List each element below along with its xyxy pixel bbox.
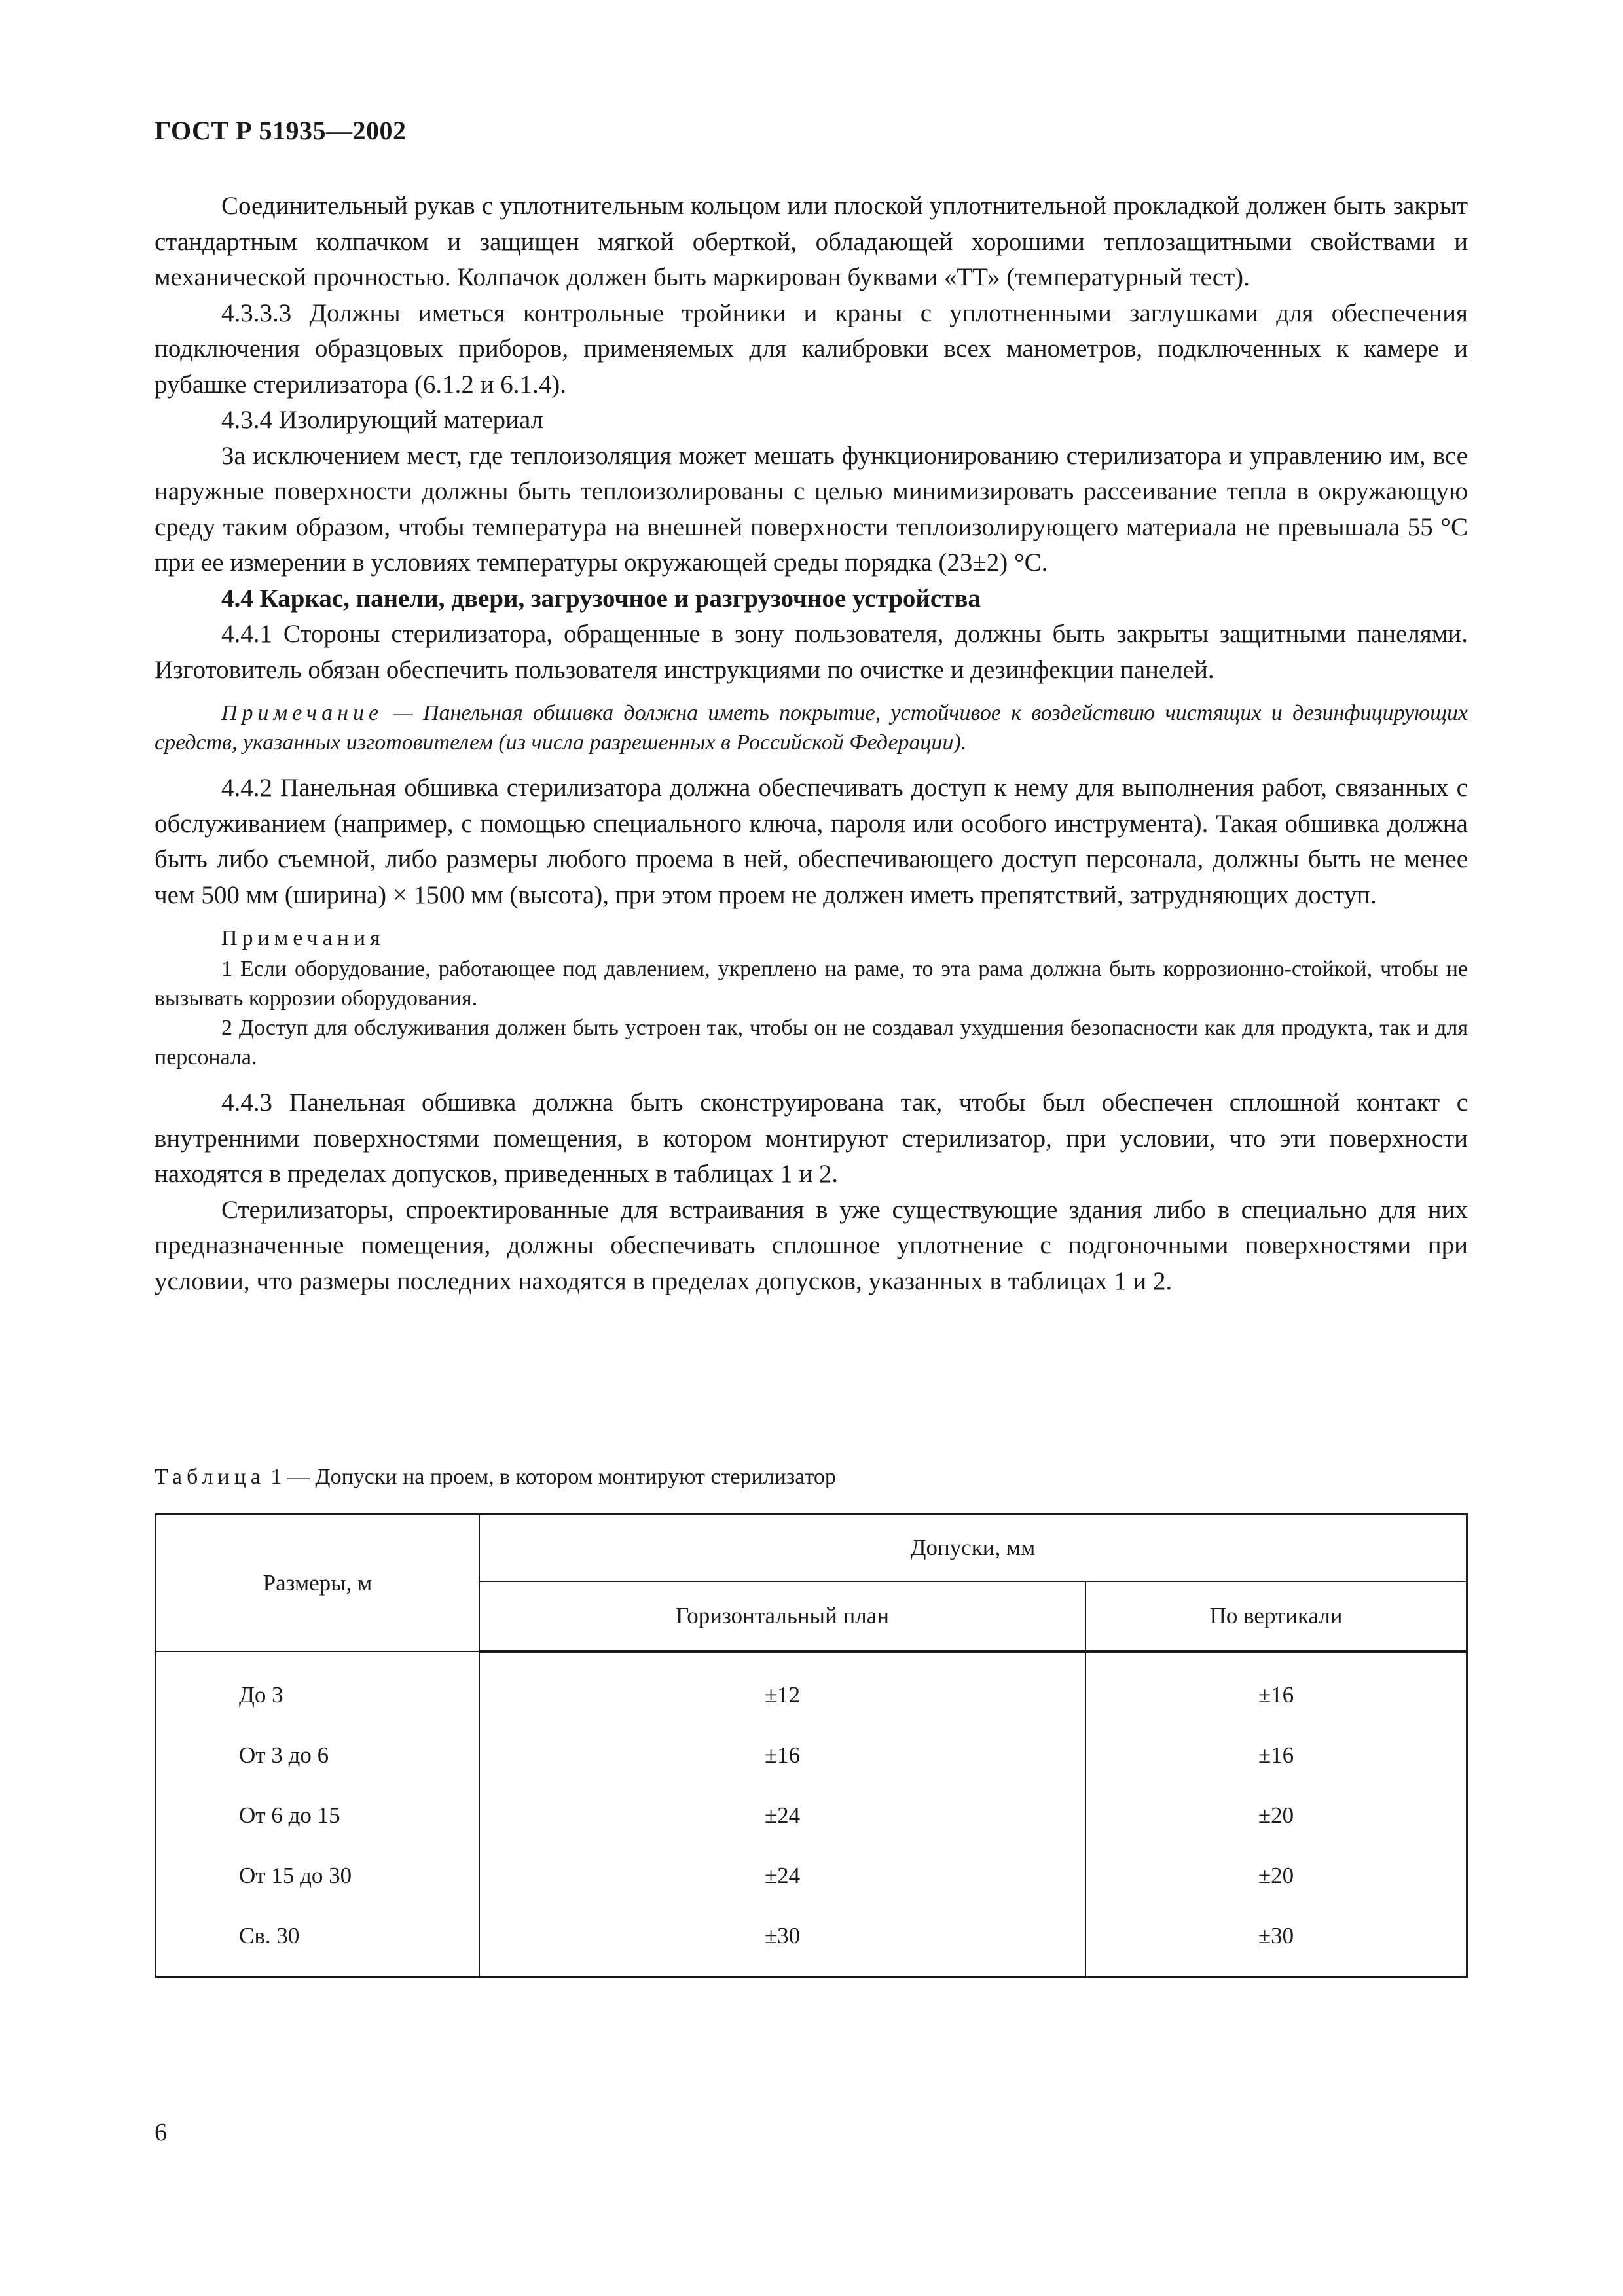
- note-item: 1 Если оборудование, работающее под давлением, укреплено на раме, то эта рама должна быть коррозионно-стойкой, чтобы не вызывать коррозии оборудования.: [155, 957, 1468, 1011]
- notes-title: Примечания: [221, 926, 385, 950]
- paragraph: 4.4.3 Панельная обшивка должна быть сконструирована так, чтобы был обеспечен сплошной контакт с внутренними поверхностями помещения, в котором монтируют стерилизатор, при условии, что эти поверхности находятся в пределах допусков, приведенных в таблицах 1 и 2.: [155, 1088, 1468, 1188]
- section-heading: 4.4 Каркас, панели, двери, загрузочное и разгрузочное устройства: [221, 584, 981, 613]
- cell-dims: От 3 до 6: [156, 1725, 480, 1785]
- note-text: [155, 698, 1468, 757]
- cell-dims: От 6 до 15: [156, 1785, 480, 1846]
- paragraph: Стерилизаторы, спроектированные для встраивания в уже существующие здания либо в специально для них предназначенные помещения, должны обеспечивать сплошное уплотнение с подгоночными поверхностями при условии, что размеры последних находятся в пределах допусков, указанных в таблицах 1 и 2.: [155, 1195, 1468, 1295]
- cell-dims: До 3: [156, 1651, 480, 1725]
- tolerance-table: [155, 1513, 1468, 1978]
- table-row: [156, 1725, 1467, 1785]
- note-label: Примечание: [221, 701, 384, 725]
- header-dimensions: Размеры, м: [156, 1515, 480, 1652]
- header-horizontal: Горизонтальный план: [479, 1581, 1085, 1651]
- note-item: 2 Доступ для обслуживания должен быть устроен так, чтобы он не создавал ухудшения безопасности как для продукта, так и для персонала.: [155, 1016, 1468, 1069]
- cell-dims: Св. 30: [156, 1906, 480, 1977]
- table-caption-label: Таблица: [155, 1465, 265, 1489]
- cell-dims: От 15 до 30: [156, 1846, 480, 1906]
- cell-horizontal: ±30: [479, 1906, 1085, 1977]
- document-code: ГОСТ Р 51935—2002: [155, 116, 407, 145]
- note: [155, 698, 1468, 757]
- table-row: [156, 1785, 1467, 1846]
- paragraph: За исключением мест, где теплоизоляция может мешать функционированию стерилизатора и управлению им, все наружные поверхности должны быть теплоизолированы с целью минимизировать рассеивание тепла в окружающую среду таким образом, чтобы температура на внешней поверхности теплоизолирующего материала не превышала 55 °С при ее измерении в условиях температуры окружающей среды порядка (23±2) °С.: [155, 441, 1468, 577]
- cell-vertical: ±20: [1085, 1785, 1467, 1846]
- cell-vertical: ±30: [1085, 1906, 1467, 1977]
- cell-vertical: ±16: [1085, 1725, 1467, 1785]
- paragraph: 4.3.4 Изолирующий материал: [221, 406, 544, 434]
- header-vertical: По вертикали: [1085, 1581, 1467, 1651]
- cell-vertical: ±16: [1085, 1651, 1467, 1725]
- cell-horizontal: ±12: [479, 1651, 1085, 1725]
- note-body: — Панельная обшивка должна иметь покрытие, устойчивое к воздействию чистящих и дезинфицирующих средств, указанных изготовителем (из числа разрешенных в Российской Федерации).: [155, 701, 1468, 755]
- paragraph: 4.4.2 Панельная обшивка стерилизатора должна обеспечивать доступ к нему для выполнения работ, связанных с обслуживанием (например, с помощью специального ключа, пароля или особого инструмента). Такая обшивка должна быть либо съемной, либо размеры любого проема в ней, обеспечивающего доступ персонала, должны быть не менее чем 500 мм (ширина) × 1500 мм (высота), при этом проем не должен иметь препятствий, затрудняющих доступ.: [155, 774, 1468, 909]
- page-number: 6: [155, 2119, 167, 2146]
- body-text: [155, 188, 1468, 1299]
- table-row: [156, 1906, 1467, 1977]
- paragraph: 4.3.3.3 Должны иметься контрольные тройники и краны с уплотненными заглушками для обеспечения подключения образцовых приборов, применяемых для калибровки всех манометров, подключенных к камере и рубашке стерилизатора (6.1.2 и 6.1.4).: [155, 298, 1468, 399]
- cell-horizontal: ±16: [479, 1725, 1085, 1785]
- table-row: [156, 1651, 1467, 1725]
- table-caption: [155, 1465, 836, 1490]
- header-tolerances: Допуски, мм: [479, 1515, 1467, 1582]
- table-caption-text: 1 — Допуски на проем, в котором монтируют стерилизатор: [264, 1465, 836, 1489]
- cell-horizontal: ±24: [479, 1846, 1085, 1906]
- notes-list: [155, 924, 1468, 1072]
- paragraph: 4.4.1 Стороны стерилизатора, обращенные в зону пользователя, должны быть закрыты защитными панелями. Изготовитель обязан обеспечить пользователя инструкциями по очистке и дезинфекции панелей.: [155, 620, 1468, 684]
- paragraph: Соединительный рукав с уплотнительным кольцом или плоской уплотнительной прокладкой должен быть закрыт стандартным колпачком и защищен мягкой оберткой, обладающей хорошими теплозащитными свойствами и механической прочностью. Колпачок должен быть маркирован буквами «ТТ» (температурный тест).: [155, 192, 1468, 291]
- table-row: [156, 1846, 1467, 1906]
- cell-horizontal: ±24: [479, 1785, 1085, 1846]
- cell-vertical: ±20: [1085, 1846, 1467, 1906]
